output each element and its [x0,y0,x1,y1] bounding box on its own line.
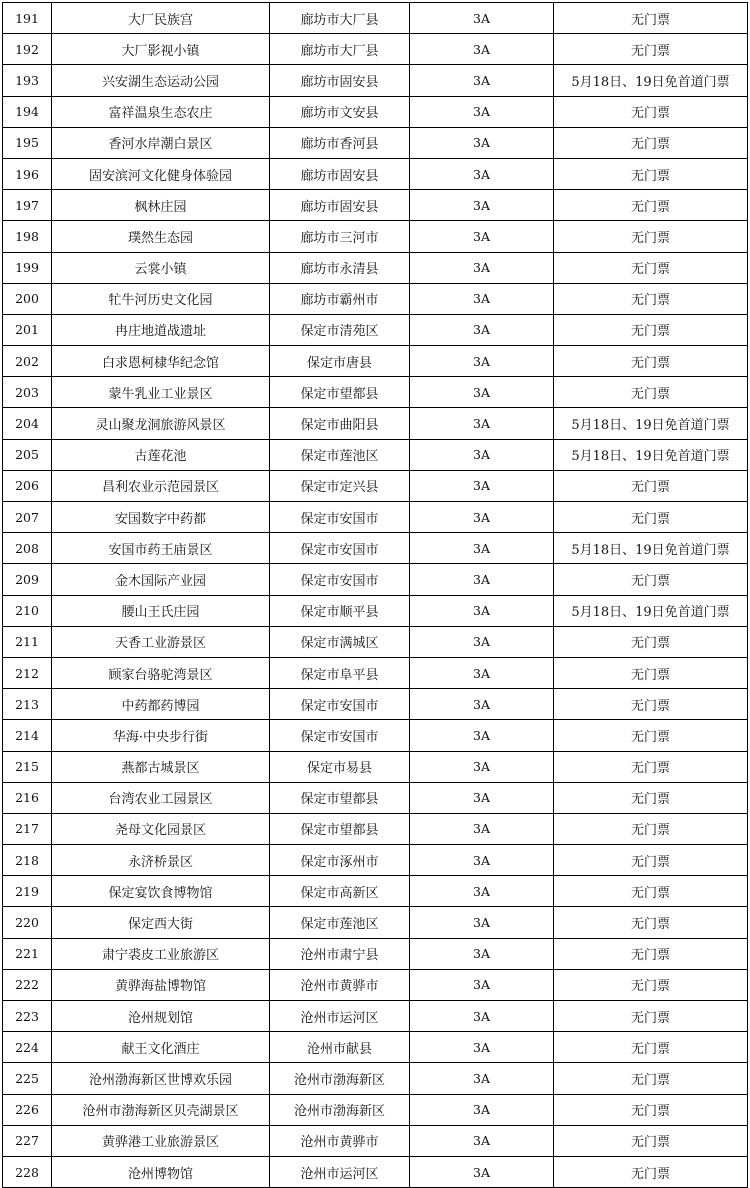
cell-number: 204 [3,408,52,439]
cell-ticket-policy: 无门票 [554,346,748,377]
cell-grade: 3A [410,252,554,283]
cell-scenic-name: 牤牛河历史文化园 [52,283,270,314]
cell-ticket-policy: 无门票 [554,845,748,876]
cell-ticket-policy: 无门票 [554,1125,748,1156]
cell-scenic-name: 沧州渤海新区世博欢乐园 [52,1063,270,1094]
cell-location: 保定市望都县 [270,377,410,408]
cell-grade: 3A [410,408,554,439]
cell-ticket-policy: 无门票 [554,190,748,221]
cell-number: 216 [3,782,52,813]
cell-scenic-name: 献王文化酒庄 [52,1032,270,1063]
cell-ticket-policy: 无门票 [554,221,748,252]
cell-scenic-name: 沧州规划馆 [52,1001,270,1032]
cell-grade: 3A [410,1001,554,1032]
cell-location: 保定市安国市 [270,533,410,564]
cell-number: 193 [3,65,52,96]
cell-ticket-policy: 无门票 [554,720,748,751]
cell-number: 191 [3,3,52,34]
cell-location: 沧州市渤海新区 [270,1063,410,1094]
table-row [3,158,748,189]
table-row [3,907,748,938]
cell-scenic-name: 安国市药王庙景区 [52,533,270,564]
cell-grade: 3A [410,314,554,345]
cell-ticket-policy: 无门票 [554,657,748,688]
table-row [3,876,748,907]
cell-location: 廊坊市香河县 [270,127,410,158]
cell-location: 廊坊市大厂县 [270,3,410,34]
cell-ticket-policy: 5月18日、19日免首道门票 [554,65,748,96]
cell-grade: 3A [410,938,554,969]
cell-scenic-name: 大厂民族宫 [52,3,270,34]
cell-grade: 3A [410,657,554,688]
cell-location: 保定市安国市 [270,502,410,533]
cell-location: 保定市望都县 [270,782,410,813]
table-row [3,657,748,688]
cell-number: 197 [3,190,52,221]
cell-scenic-name: 安国数字中药都 [52,502,270,533]
cell-grade: 3A [410,751,554,782]
cell-number: 207 [3,502,52,533]
cell-grade: 3A [410,470,554,501]
table-row [3,1094,748,1125]
table-body [3,3,748,1188]
cell-location: 廊坊市三河市 [270,221,410,252]
cell-number: 195 [3,127,52,158]
cell-ticket-policy: 无门票 [554,1001,748,1032]
cell-number: 194 [3,96,52,127]
cell-ticket-policy: 无门票 [554,1063,748,1094]
table-row [3,502,748,533]
table-row [3,595,748,626]
cell-grade: 3A [410,377,554,408]
cell-number: 208 [3,533,52,564]
cell-scenic-name: 香河水岸潮白景区 [52,127,270,158]
cell-location: 沧州市肃宁县 [270,938,410,969]
cell-scenic-name: 兴安湖生态运动公园 [52,65,270,96]
cell-grade: 3A [410,969,554,1000]
scenic-spot-table [2,2,748,1188]
cell-number: 214 [3,720,52,751]
table-row [3,1156,748,1187]
cell-grade: 3A [410,346,554,377]
cell-ticket-policy: 无门票 [554,1032,748,1063]
cell-location: 沧州市运河区 [270,1156,410,1187]
cell-location: 沧州市渤海新区 [270,1094,410,1125]
cell-scenic-name: 黄骅港工业旅游景区 [52,1125,270,1156]
cell-ticket-policy: 无门票 [554,96,748,127]
cell-scenic-name: 蒙牛乳业工业景区 [52,377,270,408]
table-row [3,938,748,969]
cell-location: 廊坊市霸州市 [270,283,410,314]
cell-number: 202 [3,346,52,377]
cell-scenic-name: 沧州市渤海新区贝壳湖景区 [52,1094,270,1125]
cell-number: 223 [3,1001,52,1032]
cell-number: 200 [3,283,52,314]
cell-ticket-policy: 无门票 [554,689,748,720]
table-row [3,626,748,657]
cell-number: 217 [3,813,52,844]
cell-number: 219 [3,876,52,907]
cell-scenic-name: 永济桥景区 [52,845,270,876]
cell-number: 210 [3,595,52,626]
cell-ticket-policy: 无门票 [554,158,748,189]
cell-scenic-name: 保定西大街 [52,907,270,938]
cell-scenic-name: 灵山聚龙洞旅游风景区 [52,408,270,439]
cell-scenic-name: 天香工业游景区 [52,626,270,657]
cell-grade: 3A [410,34,554,65]
cell-scenic-name: 肃宁裘皮工业旅游区 [52,938,270,969]
cell-location: 保定市安国市 [270,689,410,720]
cell-number: 213 [3,689,52,720]
cell-location: 沧州市黄骅市 [270,1125,410,1156]
cell-scenic-name: 枫林庄园 [52,190,270,221]
cell-ticket-policy: 无门票 [554,127,748,158]
cell-location: 保定市望都县 [270,813,410,844]
cell-number: 209 [3,564,52,595]
cell-number: 220 [3,907,52,938]
cell-number: 221 [3,938,52,969]
cell-location: 保定市定兴县 [270,470,410,501]
cell-scenic-name: 黄骅海盐博物馆 [52,969,270,1000]
cell-location: 保定市高新区 [270,876,410,907]
cell-number: 206 [3,470,52,501]
cell-grade: 3A [410,3,554,34]
cell-scenic-name: 台湾农业工园景区 [52,782,270,813]
cell-ticket-policy: 无门票 [554,34,748,65]
cell-location: 保定市唐县 [270,346,410,377]
cell-ticket-policy: 5月18日、19日免首道门票 [554,595,748,626]
cell-grade: 3A [410,502,554,533]
cell-ticket-policy: 5月18日、19日免首道门票 [554,533,748,564]
cell-number: 203 [3,377,52,408]
cell-ticket-policy: 无门票 [554,969,748,1000]
cell-ticket-policy: 无门票 [554,314,748,345]
cell-grade: 3A [410,782,554,813]
cell-scenic-name: 尧母文化园景区 [52,813,270,844]
cell-grade: 3A [410,1063,554,1094]
cell-number: 226 [3,1094,52,1125]
cell-grade: 3A [410,158,554,189]
table-row [3,34,748,65]
cell-grade: 3A [410,689,554,720]
cell-ticket-policy: 无门票 [554,470,748,501]
cell-number: 227 [3,1125,52,1156]
cell-grade: 3A [410,65,554,96]
cell-grade: 3A [410,533,554,564]
cell-ticket-policy: 无门票 [554,283,748,314]
cell-number: 224 [3,1032,52,1063]
cell-ticket-policy: 无门票 [554,782,748,813]
cell-location: 保定市顺平县 [270,595,410,626]
cell-scenic-name: 昌利农业示范园景区 [52,470,270,501]
table-row [3,564,748,595]
cell-ticket-policy: 无门票 [554,564,748,595]
cell-ticket-policy: 无门票 [554,751,748,782]
table-row [3,720,748,751]
cell-scenic-name: 古莲花池 [52,439,270,470]
cell-grade: 3A [410,221,554,252]
cell-scenic-name: 璞然生态园 [52,221,270,252]
cell-location: 廊坊市文安县 [270,96,410,127]
table-row [3,96,748,127]
cell-ticket-policy: 无门票 [554,1094,748,1125]
table-row [3,751,748,782]
cell-grade: 3A [410,127,554,158]
cell-grade: 3A [410,439,554,470]
cell-scenic-name: 华海·中央步行街 [52,720,270,751]
cell-location: 廊坊市固安县 [270,190,410,221]
cell-grade: 3A [410,626,554,657]
cell-grade: 3A [410,1125,554,1156]
cell-location: 沧州市运河区 [270,1001,410,1032]
cell-scenic-name: 冉庄地道战遗址 [52,314,270,345]
table-row [3,533,748,564]
cell-scenic-name: 固安滨河文化健身体验园 [52,158,270,189]
cell-location: 保定市曲阳县 [270,408,410,439]
cell-number: 205 [3,439,52,470]
cell-number: 228 [3,1156,52,1187]
cell-number: 218 [3,845,52,876]
table-row [3,969,748,1000]
table-row [3,1032,748,1063]
cell-ticket-policy: 无门票 [554,1156,748,1187]
cell-location: 保定市莲池区 [270,907,410,938]
cell-number: 222 [3,969,52,1000]
table-row [3,782,748,813]
cell-ticket-policy: 无门票 [554,876,748,907]
cell-location: 廊坊市固安县 [270,158,410,189]
cell-scenic-name: 云裳小镇 [52,252,270,283]
cell-scenic-name: 中药都药博园 [52,689,270,720]
cell-location: 保定市安国市 [270,720,410,751]
cell-grade: 3A [410,283,554,314]
cell-scenic-name: 大厂影视小镇 [52,34,270,65]
table-row [3,346,748,377]
cell-scenic-name: 顾家台骆驼湾景区 [52,657,270,688]
table-row [3,1001,748,1032]
cell-grade: 3A [410,1094,554,1125]
cell-ticket-policy: 无门票 [554,252,748,283]
cell-location: 廊坊市大厂县 [270,34,410,65]
table-row [3,314,748,345]
cell-ticket-policy: 无门票 [554,907,748,938]
cell-grade: 3A [410,1032,554,1063]
cell-grade: 3A [410,190,554,221]
cell-number: 192 [3,34,52,65]
cell-location: 保定市安国市 [270,564,410,595]
cell-ticket-policy: 5月18日、19日免首道门票 [554,439,748,470]
cell-grade: 3A [410,845,554,876]
cell-grade: 3A [410,813,554,844]
cell-number: 199 [3,252,52,283]
cell-grade: 3A [410,907,554,938]
cell-scenic-name: 保定宴饮食博物馆 [52,876,270,907]
cell-location: 保定市满城区 [270,626,410,657]
cell-location: 沧州市黄骅市 [270,969,410,1000]
cell-location: 保定市涿州市 [270,845,410,876]
cell-location: 沧州市献县 [270,1032,410,1063]
table-row [3,845,748,876]
table-row [3,439,748,470]
cell-location: 保定市易县 [270,751,410,782]
table-row [3,1063,748,1094]
table-row [3,689,748,720]
cell-scenic-name: 白求恩柯棣华纪念馆 [52,346,270,377]
table-row [3,221,748,252]
cell-number: 225 [3,1063,52,1094]
cell-grade: 3A [410,564,554,595]
table-row [3,377,748,408]
table-row [3,813,748,844]
cell-location: 廊坊市固安县 [270,65,410,96]
cell-grade: 3A [410,1156,554,1187]
table-row [3,3,748,34]
cell-ticket-policy: 无门票 [554,377,748,408]
cell-ticket-policy: 5月18日、19日免首道门票 [554,408,748,439]
cell-grade: 3A [410,595,554,626]
cell-number: 212 [3,657,52,688]
table-row [3,65,748,96]
cell-number: 211 [3,626,52,657]
table-row [3,1125,748,1156]
cell-location: 保定市阜平县 [270,657,410,688]
cell-number: 196 [3,158,52,189]
cell-ticket-policy: 无门票 [554,3,748,34]
cell-grade: 3A [410,720,554,751]
cell-scenic-name: 腰山王氏庄园 [52,595,270,626]
table-row [3,283,748,314]
table-row [3,190,748,221]
cell-number: 201 [3,314,52,345]
table-row [3,470,748,501]
cell-ticket-policy: 无门票 [554,626,748,657]
cell-ticket-policy: 无门票 [554,502,748,533]
cell-number: 198 [3,221,52,252]
cell-ticket-policy: 无门票 [554,813,748,844]
cell-location: 保定市莲池区 [270,439,410,470]
cell-scenic-name: 燕都古城景区 [52,751,270,782]
cell-ticket-policy: 无门票 [554,938,748,969]
table-row [3,408,748,439]
cell-scenic-name: 金木国际产业园 [52,564,270,595]
cell-scenic-name: 富祥温泉生态农庄 [52,96,270,127]
cell-grade: 3A [410,96,554,127]
table-row [3,127,748,158]
table-row [3,252,748,283]
cell-location: 保定市清苑区 [270,314,410,345]
cell-number: 215 [3,751,52,782]
cell-scenic-name: 沧州博物馆 [52,1156,270,1187]
cell-location: 廊坊市永清县 [270,252,410,283]
cell-grade: 3A [410,876,554,907]
